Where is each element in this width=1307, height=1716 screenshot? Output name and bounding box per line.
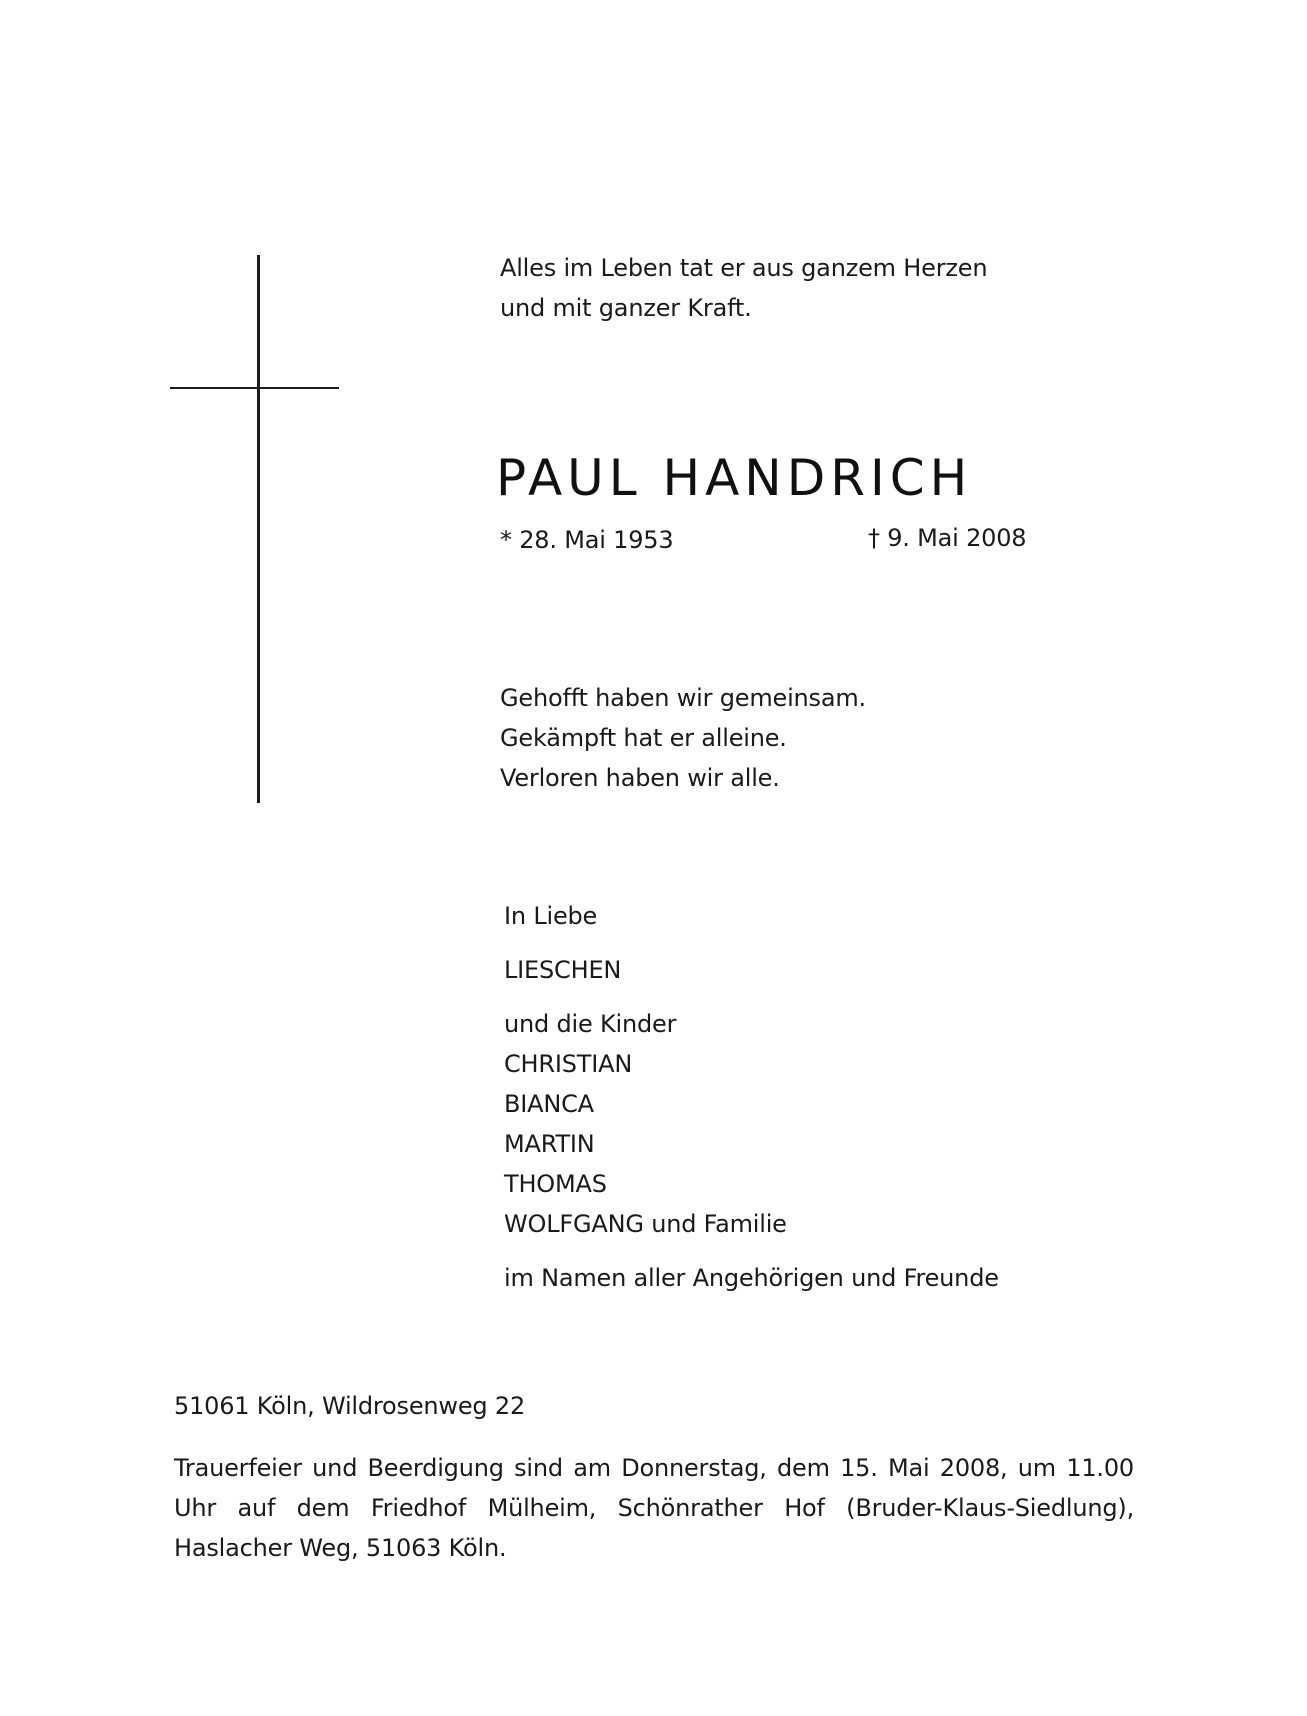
motto-line: und mit ganzer Kraft. bbox=[500, 294, 752, 322]
deceased-name: PAUL HANDRICH bbox=[496, 449, 973, 507]
spouse-name: LIESCHEN bbox=[504, 956, 622, 984]
child-name: WOLFGANG und Familie bbox=[504, 1210, 787, 1238]
motto bbox=[500, 248, 987, 328]
child-name: BIANCA bbox=[504, 1090, 594, 1118]
signers-closing: im Namen aller Angehörigen und Freunde bbox=[504, 1264, 999, 1292]
poem bbox=[500, 678, 866, 798]
cross-horizontal-bar bbox=[170, 387, 339, 389]
death-date: † 9. Mai 2008 bbox=[868, 524, 1027, 552]
motto-line: Alles im Leben tat er aus ganzem Herzen bbox=[500, 254, 988, 282]
child-name: CHRISTIAN bbox=[504, 1050, 633, 1078]
funeral-notice: Trauerfeier und Beerdigung sind am Donnerstag, dem 15. Mai 2008, um 11.00 Uhr auf dem Friedhof Mülheim, Schönrather Hof (Bruder-Klaus-Siedlung), Haslacher Weg, 51063 Köln. bbox=[174, 1454, 1134, 1562]
signers-intro: In Liebe bbox=[504, 902, 598, 930]
poem-line: Gekämpft hat er alleine. bbox=[500, 724, 787, 752]
address: 51061 Köln, Wildrosenweg 22 bbox=[174, 1392, 526, 1420]
signers bbox=[504, 896, 999, 1298]
child-name: THOMAS bbox=[504, 1170, 607, 1198]
poem-line: Gehofft haben wir gemeinsam. bbox=[500, 684, 866, 712]
poem-line: Verloren haben wir alle. bbox=[500, 764, 780, 792]
cross-vertical-bar bbox=[257, 255, 260, 803]
birth-date: * 28. Mai 1953 bbox=[500, 526, 674, 554]
child-name: MARTIN bbox=[504, 1130, 595, 1158]
children-intro: und die Kinder bbox=[504, 1010, 677, 1038]
